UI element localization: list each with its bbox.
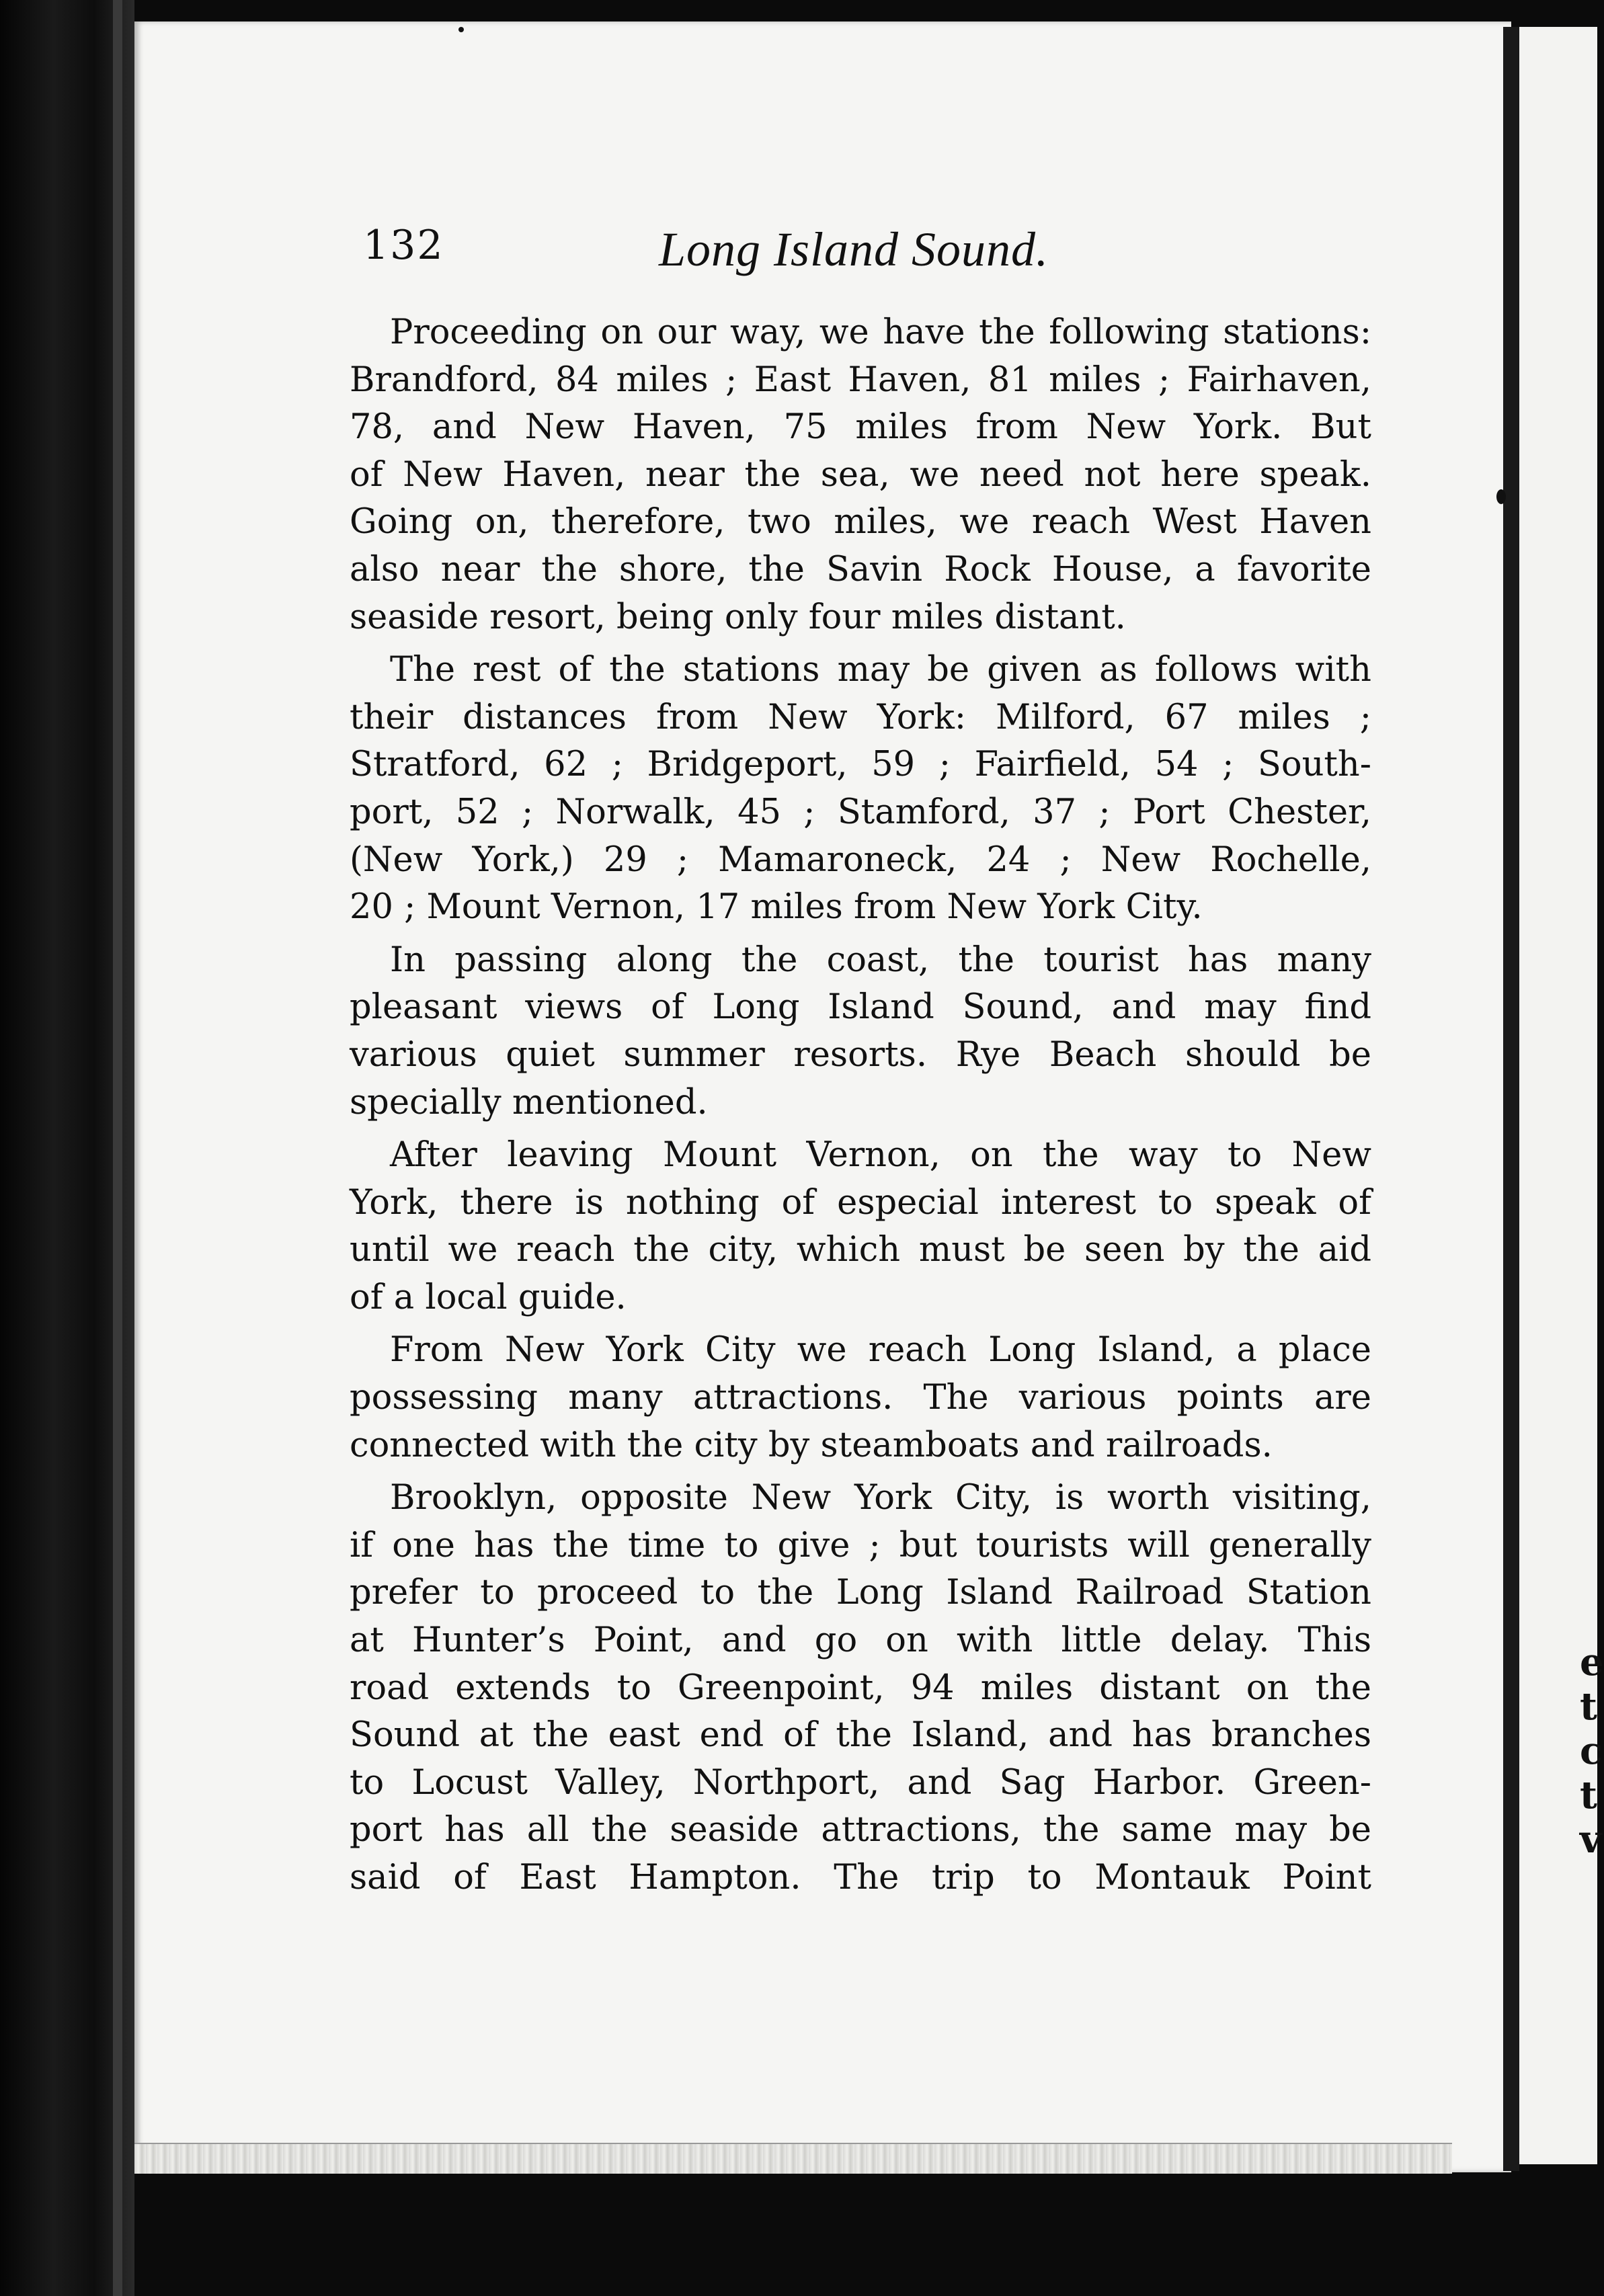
text-line: various quiet summer resorts. Rye Beach should be (350, 1034, 1371, 1075)
text-line: Going on, therefore, two miles, we reach West Haven (350, 502, 1371, 542)
paragraph (350, 309, 1371, 641)
text-line: prefer to proceed to the Long Island Railroad Station (350, 1573, 1371, 1613)
text-line: to Locust Valley, Northport, and Sag Harbor. Green- (350, 1762, 1371, 1803)
running-head (363, 222, 1358, 282)
text-line: Sound at the east end of the Island, and has branches (350, 1715, 1371, 1756)
ink-speck (458, 27, 464, 32)
adjacent-page-text: e t c t v (1580, 1640, 1604, 1862)
text-line: port has all the seaside attractions, the same may be (350, 1810, 1371, 1850)
paragraph (350, 647, 1371, 932)
text-line: In passing along the coast, the tourist has many (390, 940, 1371, 980)
text-line: also near the shore, the Savin Rock House, a favorite (350, 549, 1371, 589)
text-line: if one has the time to give ; but tourists will generally (350, 1525, 1371, 1565)
text-line: of a local guide. (350, 1277, 627, 1317)
paragraph (350, 1327, 1371, 1469)
text-line: at Hunter’s Point, and go on with little delay. This (350, 1621, 1371, 1661)
text-line: Brandford, 84 miles ; East Haven, 81 miles ; Fairhaven, (350, 360, 1371, 400)
text-line: (New York,) 29 ; Mamaroneck, 24 ; New Rochelle, (350, 839, 1371, 880)
text-line: seaside resort, being only four miles distant. (350, 597, 1126, 637)
text-line: From New York City we reach Long Island, a place (390, 1330, 1371, 1370)
body-text (350, 309, 1371, 1908)
text-line: of New Haven, near the sea, we need not here speak. (350, 454, 1371, 495)
text-line: Stratford, 62 ; Bridgeport, 59 ; Fairfield, 54 ; South- (350, 745, 1371, 785)
text-line: Proceeding on our way, we have the following stations: (390, 313, 1371, 352)
text-line: 20 ; Mount Vernon, 17 miles from New York City. (350, 887, 1203, 928)
text-line: possessing many attractions. The various points are (350, 1378, 1371, 1418)
text-line: Brooklyn, opposite New York City, is worth visiting, (390, 1478, 1371, 1518)
ink-speck (1496, 489, 1506, 504)
page-bottom-edge (134, 2143, 1452, 2174)
binding-edge (113, 0, 122, 2296)
page-title: Long Island Sound. (659, 222, 1049, 276)
paragraph (350, 937, 1371, 1126)
paragraph (350, 1475, 1371, 1901)
page-number: 132 (363, 222, 444, 269)
text-line: 78, and New Haven, 75 miles from New York. But (350, 407, 1371, 448)
text-line: their distances from New York: Milford, 67 miles ; (350, 697, 1371, 737)
text-line: pleasant views of Long Island Sound, and may find (350, 987, 1371, 1028)
text-line: York, there is nothing of especial interest to speak of (350, 1182, 1371, 1223)
text-line: After leaving Mount Vernon, on the way to New (390, 1135, 1371, 1176)
text-line: specially mentioned. (350, 1082, 708, 1122)
paragraph (350, 1132, 1371, 1321)
text-line: until we reach the city, which must be seen by the aid (350, 1230, 1371, 1270)
text-line: port, 52 ; Norwalk, 45 ; Stamford, 37 ; Port Chester, (350, 792, 1371, 832)
text-line: The rest of the stations may be given as follows with (390, 650, 1371, 690)
text-line: road extends to Greenpoint, 94 miles distant on the (350, 1668, 1371, 1708)
text-line: said of East Hampton. The trip to Montauk Point (350, 1858, 1371, 1897)
text-line: connected with the city by steamboats and railroads. (350, 1425, 1273, 1465)
page-gutter (1503, 27, 1519, 2171)
